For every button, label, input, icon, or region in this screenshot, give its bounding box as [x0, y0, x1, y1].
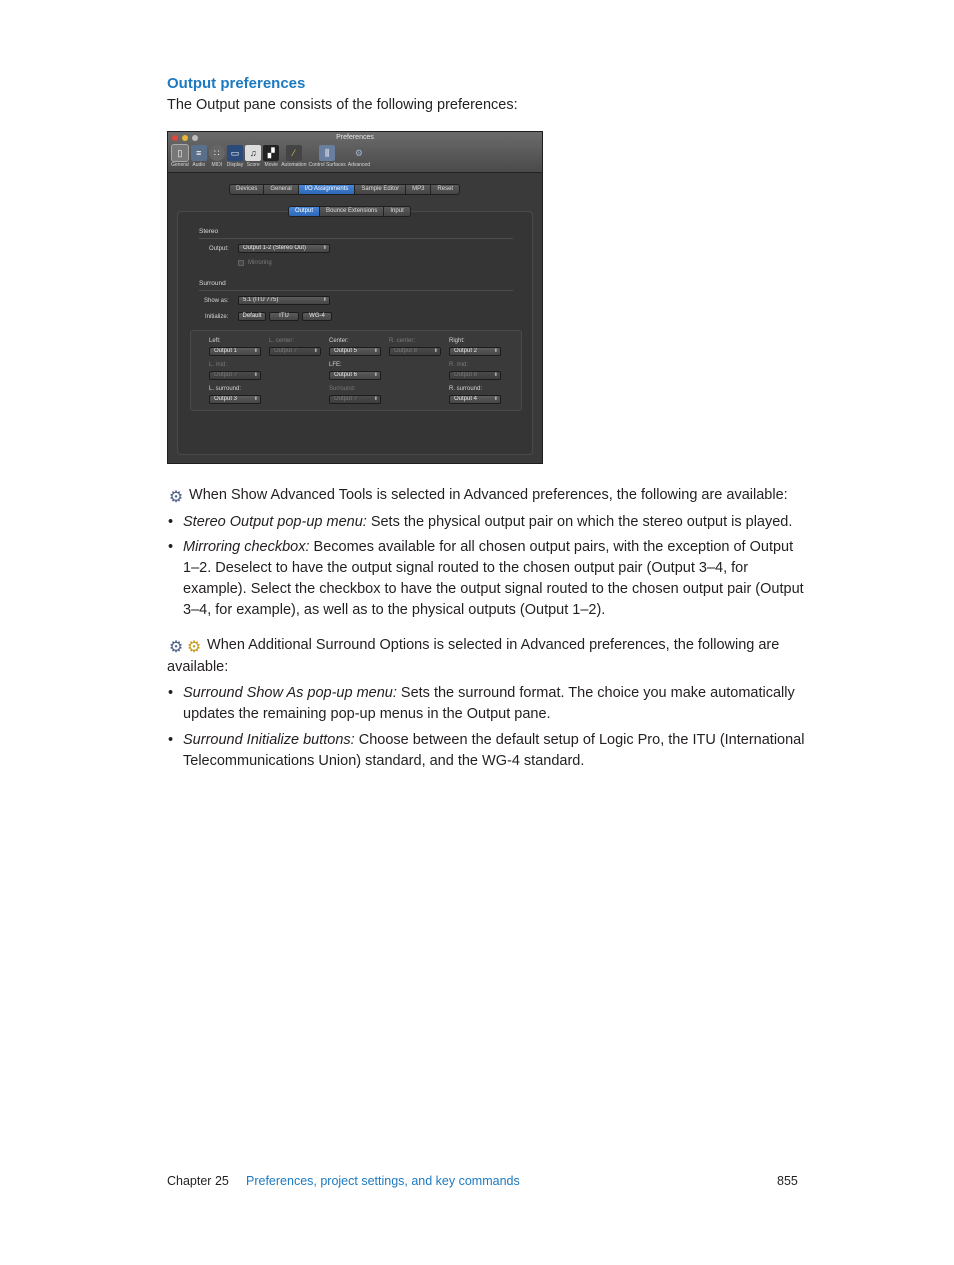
tab-general[interactable]: General [264, 185, 298, 194]
initialize-label: Initialize: [205, 314, 229, 320]
channel-popup-lfe[interactable]: Output 6 ⬍ [329, 371, 381, 380]
updown-arrow-icon: ⬍ [493, 396, 498, 402]
output-label: Output: [209, 246, 229, 252]
mirroring-checkbox[interactable] [238, 260, 244, 266]
movie-icon: ▞ [263, 145, 279, 161]
stereo-section-title: Stereo [199, 228, 219, 235]
channel-label-l-surround: L. surround: [209, 386, 242, 392]
channel-label-lfe: LFE: [329, 362, 342, 368]
footer-chapter: Chapter 25 [167, 1174, 229, 1188]
toolbar-general[interactable]: ▯ General [171, 145, 189, 168]
list-item: • Stereo Output pop-up menu: Sets the physical output pair on which the stereo output is played. [168, 514, 793, 530]
updown-arrow-icon: ⬍ [253, 348, 258, 354]
control-surfaces-icon: ⫼ [319, 145, 335, 161]
channel-label-l-mid: L. mid: [209, 362, 228, 368]
toolbar-control-surfaces[interactable]: ⫼ Control Surfaces [309, 145, 346, 168]
channel-label-right: Right: [449, 338, 465, 344]
toolbar-score[interactable]: ♫ Score [245, 145, 261, 168]
tab-sample-editor[interactable]: Sample Editor [355, 185, 406, 194]
updown-arrow-icon: ⬍ [253, 372, 258, 378]
channel-popup-surround[interactable]: Output 7 ⬍ [329, 395, 381, 404]
updown-arrow-icon: ⬍ [322, 297, 327, 303]
channel-label-center: Center: [329, 338, 349, 344]
midi-icon: ∷ [209, 145, 225, 161]
tab-mp3[interactable]: MP3 [406, 185, 431, 194]
subtab-bounce-extensions[interactable]: Bounce Extensions [320, 207, 384, 216]
tab-reset[interactable]: Reset [431, 185, 459, 194]
updown-arrow-icon: ⬍ [373, 396, 378, 402]
main-tabs [229, 184, 460, 195]
channel-label-left: Left: [209, 338, 221, 344]
surround-divider [199, 290, 513, 291]
window-title: Preferences [336, 134, 374, 141]
subtab-output[interactable]: Output [289, 207, 320, 216]
toolbar-movie[interactable]: ▞ Movie [263, 145, 279, 168]
init-default-button[interactable]: Default [238, 312, 266, 321]
channel-popup-left[interactable]: Output 1 ⬍ [209, 347, 261, 356]
channel-popup-l-center[interactable]: Output 7 ⬍ [269, 347, 321, 356]
list-item: • Mirroring checkbox: Becomes available for all chosen output pairs, with the exception of Output 1–2. Deselect to have the output signal routed to the chosen output pair (Output 3–4, for example). Select the checkbox to have the output signal routed to the chosen output pair (Output 3–4, for example), as well as to the physical outputs (Output 1–2). [168, 539, 804, 618]
section-heading: Output preferences [167, 75, 306, 92]
channel-label-r-center: R. center: [389, 338, 416, 344]
channel-popup-r-mid[interactable]: Output 8 ⬍ [449, 371, 501, 380]
advanced-gear-icon: ⚙ [168, 639, 184, 656]
updown-arrow-icon: ⬍ [313, 348, 318, 354]
channel-popup-r-center[interactable]: Output 8 ⬍ [389, 347, 441, 356]
init-itu-button[interactable]: ITU [269, 312, 299, 321]
display-icon: ▭ [227, 145, 243, 161]
show-as-popup[interactable]: 5.1 (ITU 775) ⬍ [238, 296, 330, 305]
toolbar-midi[interactable]: ∷ MIDI [209, 145, 225, 168]
gear-icon: ⚙ [354, 148, 363, 158]
footer-chapter-title[interactable]: Preferences, project settings, and key commands [246, 1174, 520, 1188]
surround-section-title: Surround [199, 280, 226, 287]
footer-page-number: 855 [777, 1174, 798, 1188]
updown-arrow-icon: ⬍ [433, 348, 438, 354]
switch-icon: ▯ [172, 145, 188, 161]
stereo-output-popup[interactable]: Output 1-2 (Stereo Out) ⬍ [238, 244, 330, 253]
updown-arrow-icon: ⬍ [322, 245, 327, 251]
toolbar-automation[interactable]: ⁄ Automation [281, 145, 306, 168]
score-icon: ♫ [245, 145, 261, 161]
tab-devices[interactable]: Devices [230, 185, 264, 194]
channel-popup-r-surround[interactable]: Output 4 ⬍ [449, 395, 501, 404]
updown-arrow-icon: ⬍ [493, 348, 498, 354]
stereo-divider [199, 238, 513, 239]
toolbar-audio[interactable]: ≡ Audio [191, 145, 207, 168]
preferences-window [167, 131, 543, 464]
show-as-label: Show as: [204, 298, 229, 304]
updown-arrow-icon: ⬍ [493, 372, 498, 378]
channel-label-surround: Surround: [329, 386, 356, 392]
tab-io-assignments[interactable]: I/O Assignments [299, 185, 356, 194]
toolbar-advanced[interactable]: ⚙ Advanced [348, 145, 370, 168]
updown-arrow-icon: ⬍ [373, 348, 378, 354]
toolbar [171, 145, 372, 168]
channel-popup-center[interactable]: Output 5 ⬍ [329, 347, 381, 356]
mirroring-label: Mirroring [248, 260, 272, 266]
audio-icon: ≡ [191, 145, 207, 161]
updown-arrow-icon: ⬍ [253, 396, 258, 402]
list-item: • Surround Initialize buttons: Choose between the default setup of Logic Pro, the ITU (International Telecommunications Union) standard, and the WG-4 standard. [168, 732, 805, 769]
channel-label-r-mid: R. mid: [449, 362, 469, 368]
channel-popup-l-surround[interactable]: Output 3 ⬍ [209, 395, 261, 404]
advanced-gear-icon: ⚙ [168, 489, 184, 506]
channel-label-r-surround: R. surround: [449, 386, 483, 392]
toolbar-display[interactable]: ▭ Display [227, 145, 243, 168]
title-bar [168, 132, 542, 173]
sub-tabs [288, 206, 411, 217]
channel-popup-l-mid[interactable]: Output 7 ⬍ [209, 371, 261, 380]
advanced-tools-note: ⚙ When Show Advanced Tools is selected in Advanced preferences, the following are available: [168, 487, 788, 506]
intro-text: The Output pane consists of the following preferences: [167, 97, 518, 113]
automation-icon: ⁄ [286, 145, 302, 161]
updown-arrow-icon: ⬍ [373, 372, 378, 378]
channel-label-l-center: L. center: [269, 338, 295, 344]
init-wg4-button[interactable]: WG-4 [302, 312, 332, 321]
channel-popup-right[interactable]: Output 2 ⬍ [449, 347, 501, 356]
surround-gear-icon: ⚙ [186, 639, 202, 656]
subtab-input[interactable]: Input [384, 207, 409, 216]
list-item: • Surround Show As pop-up menu: Sets the surround format. The choice you make automatically updates the remaining pop-up menus in the Output pane. [168, 685, 795, 722]
surround-options-note: ⚙ ⚙ When Additional Surround Options is selected in Advanced preferences, the following are available: [167, 637, 780, 675]
